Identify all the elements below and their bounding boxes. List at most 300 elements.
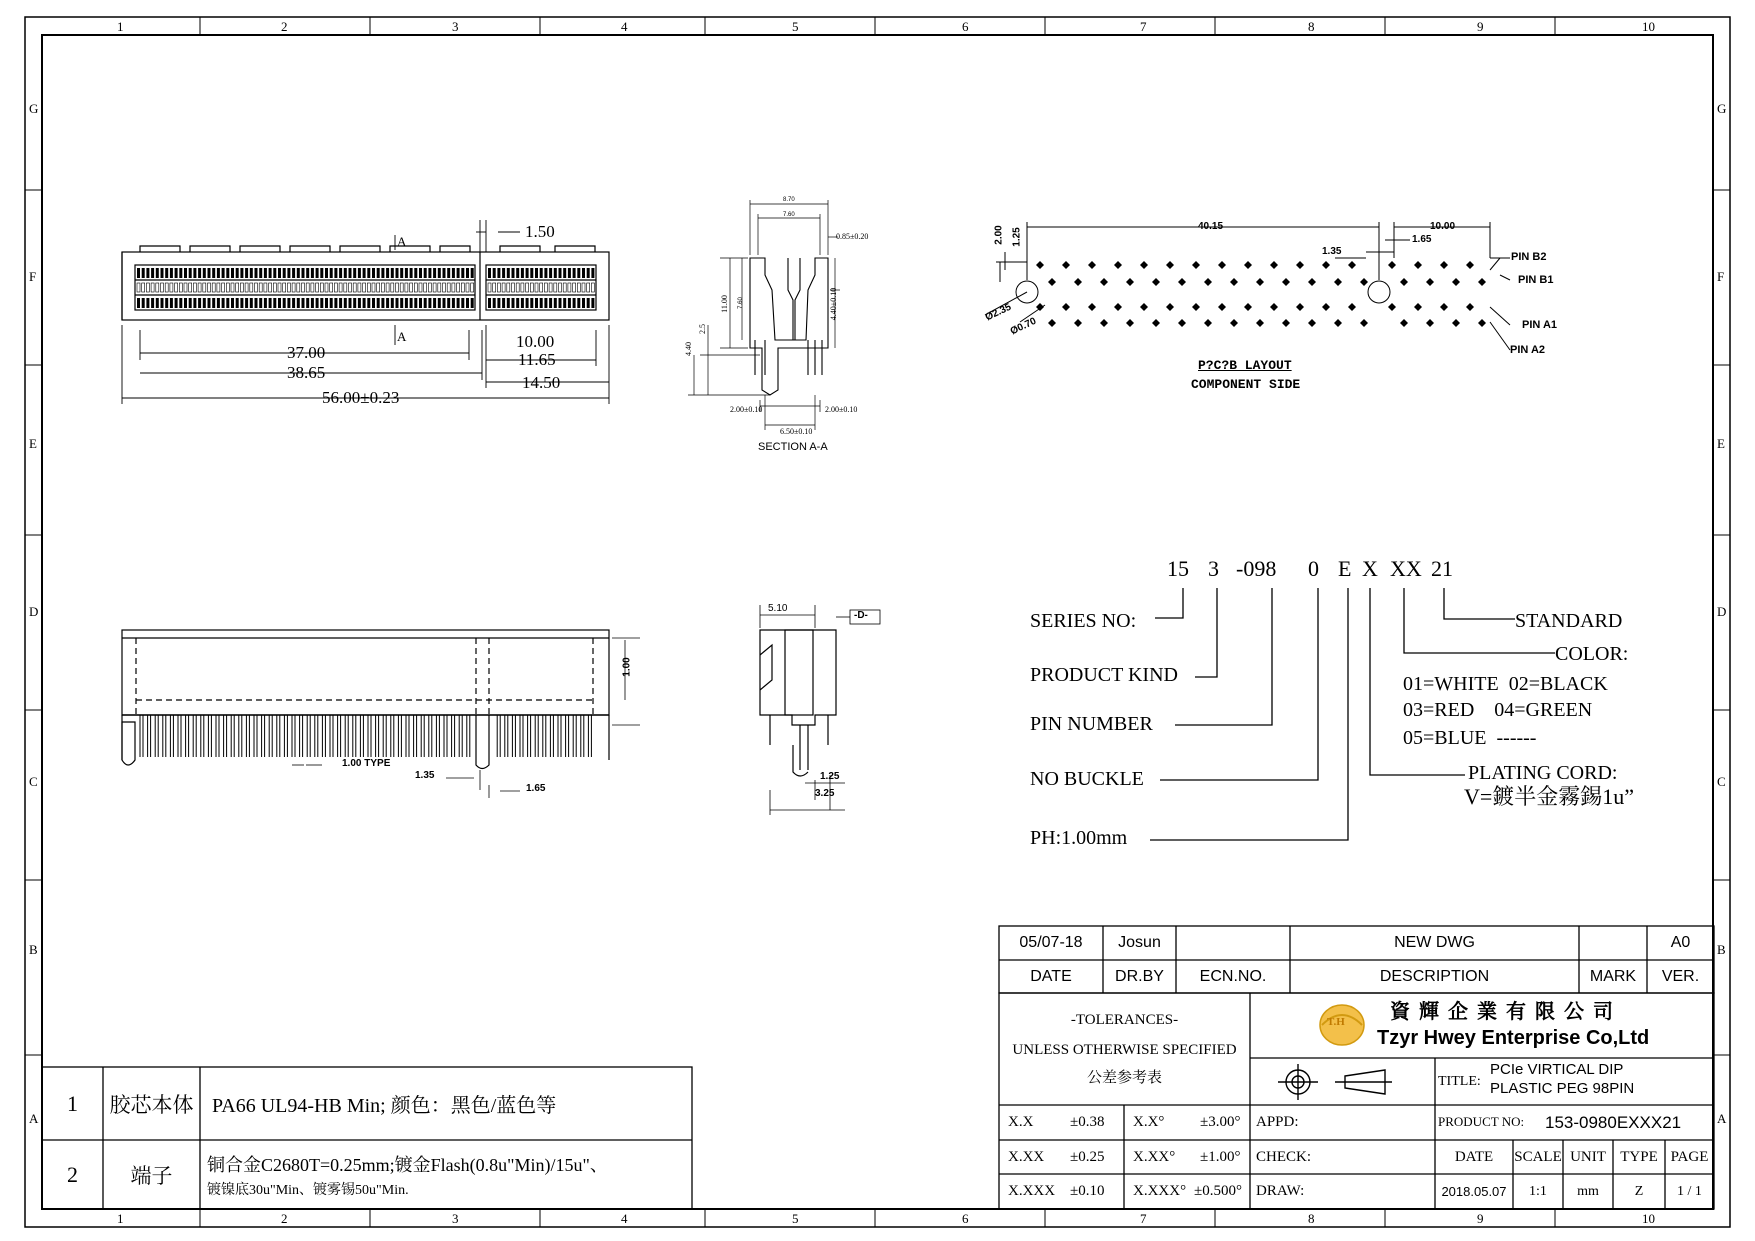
top-pin-contact [226,283,229,292]
top-pin-slot [151,298,154,308]
dim-7-60-top: 7.60 [783,212,795,218]
top-pin-slot [203,268,206,278]
top-pin-contact [526,283,529,292]
top-pin-contact [146,283,149,292]
label-pin-number: PIN NUMBER [1030,713,1153,735]
dim-1-50: 1.50 [525,222,555,241]
rev-date-value: 05/07-18 [1019,934,1083,951]
top-pin-slot [137,268,140,278]
zone-col-9-bottom: 9 [1477,1211,1484,1226]
top-pin-slot [466,268,469,278]
top-pin-slot [428,298,431,308]
top-pin-slot [530,298,533,308]
top-pin-slot [549,268,552,278]
top-pin-contact [587,283,590,292]
pn-seg-x: X [1362,556,1378,581]
top-pin-slot [433,298,436,308]
top-pin-contact [563,283,566,292]
top-pin-slot [568,268,571,278]
title-line-1: PCIe VIRTICAL DIP [1490,1061,1624,1078]
top-pin-slot [212,268,215,278]
dim-2-5: 2.5 [698,324,707,334]
front-dim-1-65: 1.65 [526,783,546,794]
top-pin-slot [255,298,258,308]
top-pin-slot [142,298,145,308]
top-pin-contact [405,283,408,292]
top-pin-slot [161,298,164,308]
tol-row1-v2: ±3.00° [1200,1114,1241,1130]
top-pin-contact [175,283,178,292]
top-pin-slot [507,268,510,278]
top-pin-slot [358,268,361,278]
top-pin-slot [349,268,352,278]
section-mark-bottom: A [397,329,407,344]
top-pin-contact [414,283,417,292]
top-pin-slot [438,268,441,278]
front-view-pins [140,715,591,757]
pcb-pad [1152,319,1160,327]
dim-14-50: 14.50 [522,373,561,392]
pcb-pad [1100,319,1108,327]
dim-11-00: 11.00 [719,295,729,313]
pcb-pad [1166,261,1174,269]
top-pin-slot [587,268,590,278]
top-pin-slot [497,298,500,308]
top-pin-slot [521,298,524,308]
pcb-pad [1426,319,1434,327]
pin-a1-label: PIN A1 [1522,319,1558,331]
top-pin-slot [544,268,547,278]
label-plating: PLATING CORD: [1468,762,1618,784]
pn-seg-21: 21 [1431,556,1453,581]
tol-row2-v2: ±1.00° [1200,1148,1241,1165]
material-row1-no: 1 [67,1090,78,1116]
top-pin-contact [386,283,389,292]
section-view-dims [688,200,840,430]
top-pin-slot [358,298,361,308]
pcb-pad [1414,303,1422,311]
top-pin-slot [563,268,566,278]
top-pin-slot [325,298,328,308]
zone-row-a: A [29,1111,39,1126]
top-pin-contact [554,283,557,292]
top-pin-slot [559,298,562,308]
material-row1-part: 胶芯本体 [109,1092,194,1117]
tol-row3-k1: X.XXX [1008,1183,1056,1199]
top-pin-slot [372,268,375,278]
top-pin-slot [212,298,215,308]
top-pin-contact [306,283,309,292]
pcb-pad [1478,319,1486,327]
top-pin-slot [269,298,272,308]
top-pin-slot [273,298,276,308]
pcb-pad [1230,278,1238,286]
top-pin-contact [208,283,211,292]
zone-col-4-bottom: 4 [621,1211,628,1226]
color-options-line1: 01=WHITE 02=BLACK [1403,673,1608,695]
pn-seg-e: E [1338,556,1352,581]
pcb-pad [1088,303,1096,311]
pcb-pad [1440,303,1448,311]
top-pin-slot [419,298,422,308]
dim-37-00: 37.00 [287,343,326,362]
pcb-pad [1388,261,1396,269]
top-pin-slot [165,298,168,308]
top-pin-slot [217,298,220,308]
zone-col-1: 1 [117,19,124,34]
top-pin-slot [493,268,496,278]
top-pin-slot [316,268,319,278]
top-pin-contact [530,283,533,292]
top-pin-contact [582,283,585,292]
top-pin-slot [259,298,262,308]
pcb-pad [1400,278,1408,286]
pcb-pad [1296,261,1304,269]
top-pin-slot [297,268,300,278]
top-pin-slot [236,268,239,278]
rev-header-drby: DR.BY [1115,967,1164,985]
top-pin-slot [240,268,243,278]
info-value-scale: 1:1 [1529,1183,1547,1199]
front-dim-1-35: 1.35 [415,770,435,781]
pcb-dim-2-00: 2.00 [993,225,1005,245]
top-pin-slot [255,268,258,278]
top-pin-slot [488,298,491,308]
top-pin-contact [245,283,248,292]
pcb-pad [1426,278,1434,286]
pcb-dim-10-00: 10.00 [1430,221,1456,232]
top-pin-slot [193,298,196,308]
top-pin-contact [236,283,239,292]
pcb-pad [1256,319,1264,327]
pcb-pad [1192,303,1200,311]
dim-2-00-right: 2.00±0.10 [825,405,858,414]
projection-symbol [1278,1064,1392,1100]
top-pin-contact [457,283,460,292]
top-pin-contact [259,283,262,292]
top-pin-slot [414,298,417,308]
rev-mark-value [1579,926,1647,960]
dim-56-00: 56.00±0.23 [322,388,400,407]
top-pin-contact [137,283,140,292]
pcb-pad [1348,261,1356,269]
rev-header-date: DATE [1030,967,1072,985]
rev-header-ver: VER. [1661,967,1700,985]
label-series: SERIES NO: [1030,610,1137,632]
zone-row-b-right: B [1717,942,1726,957]
tol-row1-k2: X.X° [1133,1114,1165,1130]
top-pin-contact [400,283,403,292]
top-pin-slot [563,298,566,308]
top-pin-slot [461,298,464,308]
datum-d: -D- [854,610,868,621]
pcb-dim-1-35: 1.35 [1322,246,1342,257]
top-pin-slot [353,268,356,278]
tol-row2-v1: ±0.25 [1070,1148,1105,1165]
top-pin-slot [549,298,552,308]
pcb-pad [1088,261,1096,269]
top-pin-slot [447,298,450,308]
top-pin-slot [344,268,347,278]
label-color: COLOR: [1555,643,1629,665]
pcb-pad [1452,319,1460,327]
pcb-pad [1140,303,1148,311]
tol-row1-label: APPD: [1256,1114,1299,1130]
pcb-pad [1334,278,1342,286]
top-pin-contact [264,283,267,292]
color-options-line2: 03=RED 04=GREEN [1403,699,1593,721]
top-pin-contact [396,283,399,292]
top-pin-slot [507,298,510,308]
pcb-pad [1178,278,1186,286]
top-pin-slot [535,268,538,278]
side-view-drawing [760,630,836,776]
pcb-pad [1062,303,1070,311]
top-pin-slot [410,268,413,278]
zone-row-g-right: G [1717,101,1727,116]
rev-header-description: DESCRIPTION [1379,967,1490,985]
top-pin-slot [179,268,182,278]
pcb-pad [1348,303,1356,311]
rev-description-value: NEW DWG [1394,934,1475,951]
zone-row-f-right: F [1717,269,1725,284]
top-pin-contact [363,283,366,292]
top-pin-slot [443,298,446,308]
top-pin-contact [443,283,446,292]
tol-row3-label: DRAW: [1256,1183,1305,1199]
top-pin-slot [363,298,366,308]
pcb-dim-1-65: 1.65 [1412,234,1432,245]
top-pin-contact [269,283,272,292]
top-pin-slot [502,298,505,308]
top-pin-contact [381,283,384,292]
top-pin-contact [189,283,192,292]
label-pitch: PH:1.00mm [1030,827,1128,849]
top-pin-contact [544,283,547,292]
pcb-pad [1400,319,1408,327]
top-pin-slot [396,268,399,278]
pcb-pad [1048,319,1056,327]
top-pin-slot [573,298,576,308]
top-pin-contact [161,283,164,292]
pcb-dim-hole-2-35: Ø2.35 [983,301,1014,324]
top-pin-slot [372,298,375,308]
title-label: TITLE: [1438,1074,1481,1089]
color-options-line3: 05=BLUE ------ [1403,727,1537,749]
pcb-pad [1204,278,1212,286]
zone-row-e: E [29,436,37,451]
top-pin-slot [377,268,380,278]
info-value-unit: mm [1577,1183,1599,1199]
top-pin-slot [367,268,370,278]
top-pin-slot [287,268,290,278]
top-pin-slot [198,298,201,308]
pcb-pad [1140,261,1148,269]
pcb-pad [1360,278,1368,286]
pcb-pad [1388,303,1396,311]
top-pin-slot [386,268,389,278]
top-pin-contact [591,283,594,292]
dim-11-65: 11.65 [518,350,556,369]
info-value-type: Z [1634,1183,1644,1199]
top-pin-slot [334,268,337,278]
top-pin-slot [208,268,211,278]
pcb-dim-40-15: 40.15 [1198,221,1224,232]
pcb-pad [1360,319,1368,327]
top-pin-slot [344,298,347,308]
front-view-dims [292,638,640,798]
top-pin-slot [311,268,314,278]
top-pin-slot [245,298,248,308]
top-pin-contact [203,283,206,292]
top-pin-contact [512,283,515,292]
pcb-pad [1192,261,1200,269]
pcb-pad [1126,319,1134,327]
rev-drawn-by-value: Josun [1118,934,1161,951]
top-pin-slot [443,268,446,278]
front-view-drawing [122,630,609,769]
top-pin-slot [273,268,276,278]
top-pin-contact [255,283,258,292]
top-pin-slot [189,298,192,308]
top-pin-slot [184,268,187,278]
pcb-dim-hole-0-70: Ø0.70 [1008,315,1039,338]
pn-seg-3: 3 [1208,556,1219,581]
top-pin-slot [540,268,543,278]
top-pin-slot [161,268,164,278]
logo-text: T.H [1327,1016,1345,1028]
top-pin-slot [554,298,557,308]
label-no-buckle: NO BUCKLE [1030,768,1144,790]
top-pin-contact [212,283,215,292]
side-dim-1-25: 1.25 [820,771,840,782]
top-pin-contact [540,283,543,292]
top-pin-slot [457,298,460,308]
pcb-pad [1440,261,1448,269]
top-pin-slot [302,298,305,308]
top-pin-contact [410,283,413,292]
info-header-unit: UNIT [1570,1148,1606,1165]
top-pin-slot [170,298,173,308]
top-pin-slot [405,268,408,278]
top-pin-slot [424,268,427,278]
pcb-pad [1074,319,1082,327]
pcb-pad [1048,278,1056,286]
pcb-pad [1308,278,1316,286]
zone-row-d-right: D [1717,604,1727,619]
top-pin-slot [516,268,519,278]
top-pin-slot [582,298,585,308]
top-pin-slot [250,268,253,278]
top-pin-slot [320,298,323,308]
dim-2-00-left: 2.00±0.10 [730,405,763,414]
top-pin-contact [339,283,342,292]
zone-row-e-right: E [1717,436,1725,451]
material-row2-spec2: 镀镍底30u"Min、镀雾锡50u"Min. [207,1183,409,1198]
label-product-kind: PRODUCT KIND [1030,664,1178,686]
pcb-pad [1152,278,1160,286]
top-pin-contact [170,283,173,292]
top-pin-contact [367,283,370,292]
top-pin-slot [516,298,519,308]
top-pin-slot [142,268,145,278]
top-pin-slot [292,298,295,308]
dim-8-70: 8.70 [783,197,795,203]
top-pin-contact [297,283,300,292]
top-pin-slot [428,268,431,278]
pin-a2-label: PIN A2 [1510,344,1546,356]
top-pin-slot [512,298,515,308]
pcb-pad [1036,261,1044,269]
zone-row-d: D [29,604,39,619]
top-pin-slot [137,298,140,308]
top-pin-slot [466,298,469,308]
front-dim-1-00-type: 1.00 TYPE [342,758,391,769]
top-pin-slot [226,298,229,308]
top-pin-slot [577,268,580,278]
top-pin-contact [273,283,276,292]
top-pin-contact [353,283,356,292]
zone-col-6: 6 [962,19,969,34]
top-pin-contact [302,283,305,292]
top-pin-slot [156,268,159,278]
material-row2-spec: 铜合金C2680T=0.25mm;镀金Flash(0.8u"Min)/15u"、 [207,1155,608,1175]
top-pin-contact [521,283,524,292]
top-pin-slot [203,298,206,308]
top-pin-contact [438,283,441,292]
top-pin-slot [250,298,253,308]
top-pin-contact [471,283,474,292]
top-pin-contact [452,283,455,292]
top-pin-slot [297,298,300,308]
top-pin-contact [316,283,319,292]
tol-row2-label: CHECK: [1256,1148,1312,1165]
top-pin-contact [419,283,422,292]
pcb-pad [1282,319,1290,327]
pcb-pad [1466,303,1474,311]
top-pin-slot [259,268,262,278]
pcb-pad [1204,319,1212,327]
top-pin-slot [264,268,267,278]
material-row2-no: 2 [67,1161,78,1187]
top-pin-slot [493,298,496,308]
company-name-cn: 資 輝 企 業 有 限 公 司 [1390,1001,1615,1023]
top-pin-contact [559,283,562,292]
zone-col-4: 4 [621,19,628,34]
top-pin-contact [549,283,552,292]
top-pin-contact [493,283,496,292]
top-pin-contact [447,283,450,292]
side-view-dims [760,605,880,815]
top-pin-slot [287,298,290,308]
top-pin-slot [269,268,272,278]
zone-col-2: 2 [281,19,288,34]
dim-0-85: 0.85±0.20 [836,232,869,241]
zone-col-8: 8 [1308,19,1315,34]
top-pin-contact [222,283,225,292]
top-pin-slot [156,298,159,308]
top-pin-slot [591,268,594,278]
top-pin-contact [179,283,182,292]
zone-col-10-bottom: 10 [1642,1211,1655,1226]
top-pin-slot [325,268,328,278]
dim-4-40-tol: 4.40±0.10 [829,287,839,321]
top-pin-contact [344,283,347,292]
top-pin-contact [330,283,333,292]
info-value-page: 1 / 1 [1677,1183,1702,1199]
top-pin-slot [264,298,267,308]
zone-col-9: 9 [1477,19,1484,34]
